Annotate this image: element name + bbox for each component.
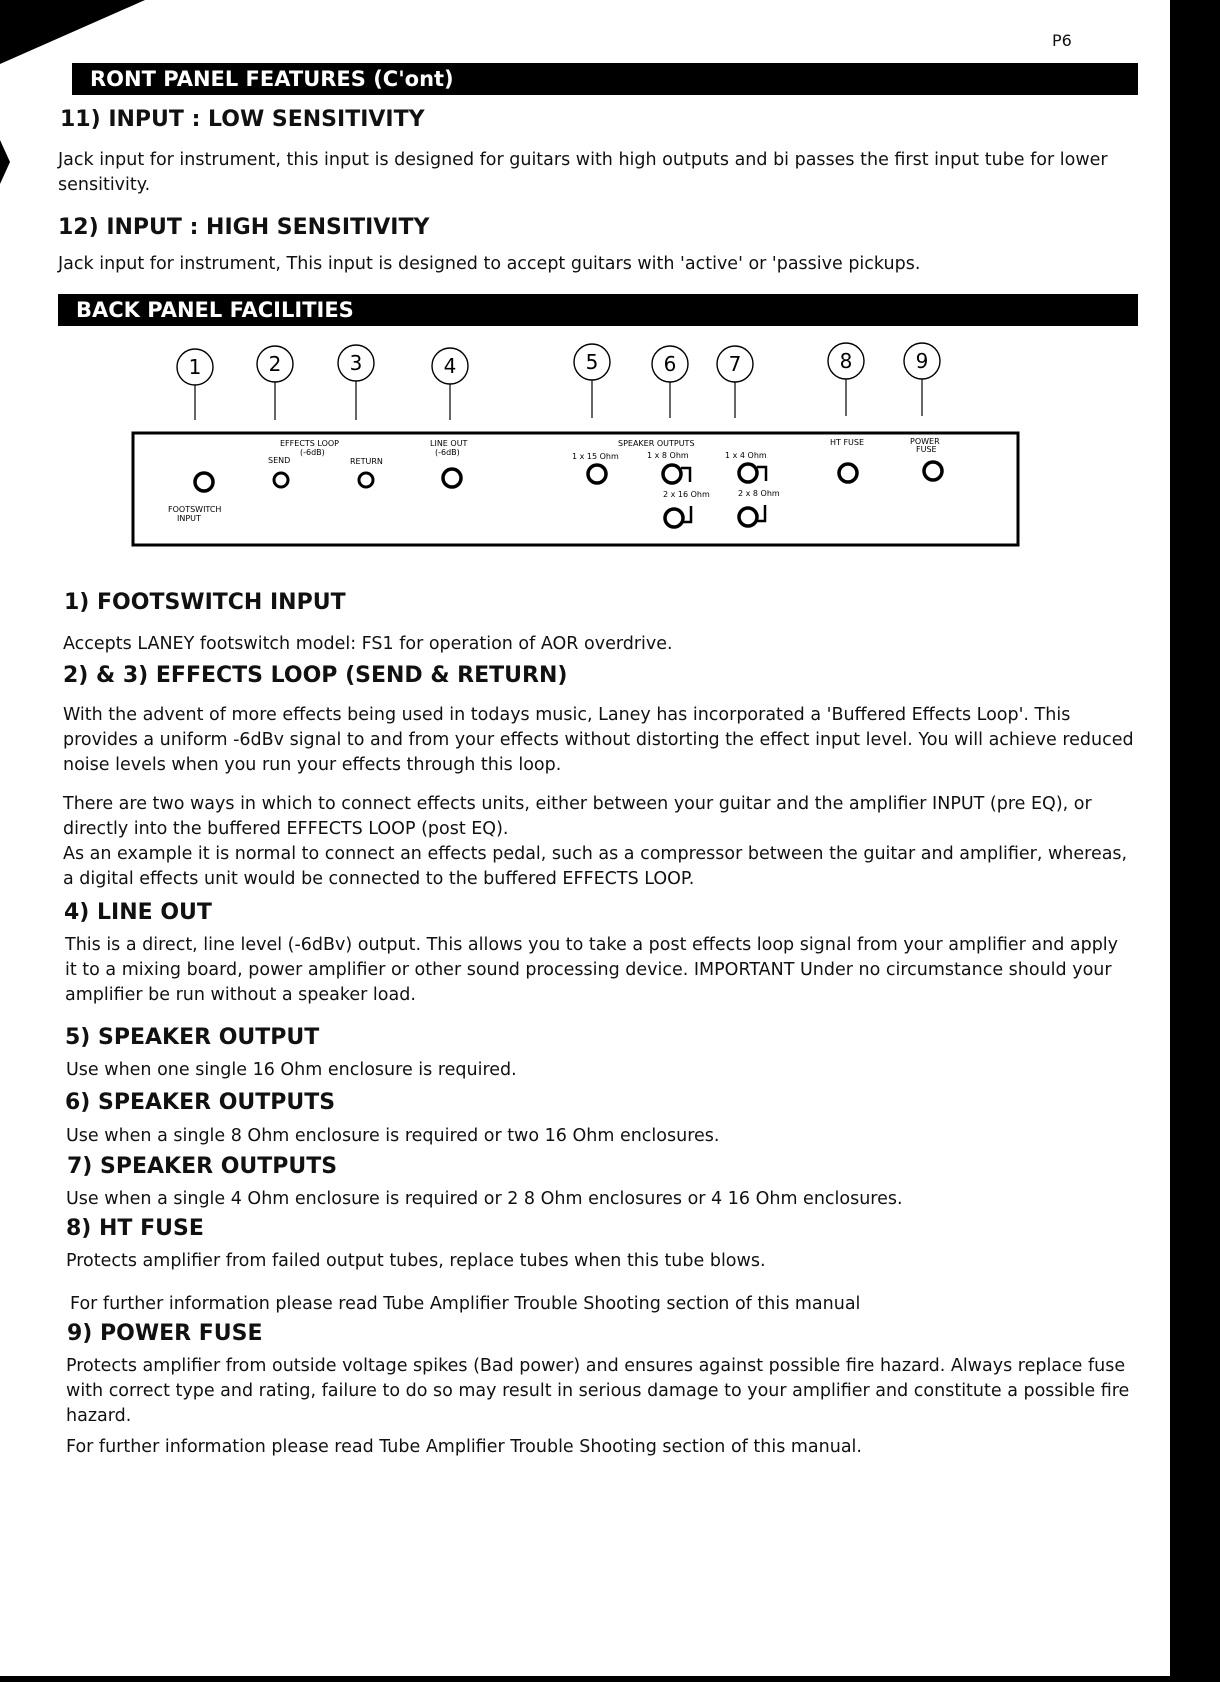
section-8-text: Protects amplifier from failed output tubes, replace tubes when this tube blows. bbox=[66, 1251, 766, 1271]
scan-corner-top-left bbox=[0, 0, 145, 64]
callout-4 bbox=[432, 348, 468, 420]
section-9-text: Protects amplifier from outside voltage spikes (Bad power) and ensures against possible fire hazard. Always replace fuse with correct type and rating, failure to do so may result in serious damage to your amplifier and constitute a possible fire hazard. bbox=[66, 1356, 1130, 1426]
speaker-1x8-jack bbox=[663, 465, 690, 483]
page-number: P6 bbox=[1052, 31, 1072, 50]
footswitch-label: FOOTSWITCH bbox=[168, 505, 222, 514]
section-11-title: 11) INPUT : LOW SENSITIVITY bbox=[60, 107, 425, 132]
callout-2 bbox=[257, 346, 293, 420]
section-7-title: 7) SPEAKER OUTPUTS bbox=[67, 1154, 338, 1179]
section-9-title: 9) POWER FUSE bbox=[67, 1321, 263, 1346]
power-label: POWER bbox=[910, 437, 940, 446]
callout-9-label: 9 bbox=[915, 349, 929, 373]
section-1-title: 1) FOOTSWITCH INPUT bbox=[64, 590, 346, 615]
callout-4-label: 4 bbox=[443, 354, 457, 378]
ht-fuse-holder bbox=[839, 464, 857, 482]
callout-9 bbox=[904, 343, 940, 416]
scan-edge-bottom bbox=[0, 1676, 1220, 1682]
ht-fuse-label: HT FUSE bbox=[830, 438, 865, 447]
effects-loop-db-label: (-6dB) bbox=[300, 448, 325, 457]
callout-5-label: 5 bbox=[585, 350, 599, 374]
return-label: RETURN bbox=[350, 457, 383, 466]
return-jack bbox=[359, 473, 373, 487]
ohm-1x8-label: 1 x 8 Ohm bbox=[647, 451, 689, 460]
callout-7-label: 7 bbox=[728, 352, 742, 376]
speaker-1x15-jack bbox=[588, 465, 606, 483]
front-panel-header-bar bbox=[72, 63, 1138, 95]
section-8-title: 8) HT FUSE bbox=[66, 1216, 204, 1241]
speaker-outputs-label: SPEAKER OUTPUTS bbox=[618, 439, 695, 448]
section-12-title: 12) INPUT : HIGH SENSITIVITY bbox=[58, 215, 430, 240]
ohm-1x15-label: 1 x 15 Ohm bbox=[572, 452, 619, 461]
callout-8-label: 8 bbox=[839, 349, 853, 373]
ohm-1x4-label: 1 x 4 Ohm bbox=[725, 451, 767, 460]
section-7-text: Use when a single 4 Ohm enclosure is required or 2 8 Ohm enclosures or 4 16 Ohm enclosures. bbox=[66, 1189, 903, 1209]
callout-6 bbox=[652, 346, 688, 418]
section-9-note: For further information please read Tube Amplifier Trouble Shooting section of this manual. bbox=[66, 1437, 862, 1457]
callout-1 bbox=[177, 349, 213, 420]
callout-1-label: 1 bbox=[188, 355, 202, 379]
section-6-title: 6) SPEAKER OUTPUTS bbox=[65, 1090, 336, 1115]
back-panel-header-bar bbox=[58, 294, 1138, 326]
scan-edge-right bbox=[1170, 0, 1220, 1682]
power-fuse-holder bbox=[924, 462, 942, 480]
section-2-3-paragraph-2: There are two ways in which to connect effects units, either between your guitar and the amplifier INPUT (pre EQ), or directly into the buffered EFFECTS LOOP (post EQ). bbox=[63, 794, 1092, 839]
footswitch-input-label: INPUT bbox=[177, 514, 201, 523]
section-11-text: Jack input for instrument, this input is designed for guitars with high outputs and bi passes the first input tube for lower sensitivity. bbox=[58, 150, 1108, 195]
section-8-note: For further information please read Tube Amplifier Trouble Shooting section of this manual bbox=[70, 1294, 861, 1314]
ohm-2x16-label: 2 x 16 Ohm bbox=[663, 490, 710, 499]
scan-edge-mark bbox=[0, 140, 10, 184]
callout-5 bbox=[574, 344, 610, 418]
callout-3-label: 3 bbox=[349, 351, 363, 375]
callout-6-label: 6 bbox=[663, 352, 677, 376]
section-2-3-paragraph-3: As an example it is normal to connect an effects pedal, such as a compressor between the guitar and amplifier, whereas, a digital effects unit would be connected to the buffered EFFECTS LOOP. bbox=[63, 844, 1128, 889]
line-out-label: LINE OUT bbox=[430, 439, 468, 448]
send-label: SEND bbox=[268, 456, 291, 465]
section-4-title: 4) LINE OUT bbox=[64, 900, 212, 925]
callout-7 bbox=[717, 346, 753, 418]
section-12-text: Jack input for instrument, This input is designed to accept guitars with 'active' or 'passive pickups. bbox=[58, 254, 921, 274]
section-1-text: Accepts LANEY footswitch model: FS1 for operation of AOR overdrive. bbox=[63, 634, 673, 654]
send-jack bbox=[274, 473, 288, 487]
speaker-2x8-jack bbox=[739, 505, 765, 526]
front-panel-header: RONT PANEL FEATURES (C'ont) bbox=[90, 67, 454, 91]
speaker-2x16-jack bbox=[665, 506, 691, 527]
back-panel-diagram bbox=[130, 340, 1030, 550]
fuse-label: FUSE bbox=[916, 445, 937, 454]
section-5-title: 5) SPEAKER OUTPUT bbox=[65, 1025, 320, 1050]
callout-8 bbox=[828, 343, 864, 416]
back-panel-frame bbox=[133, 433, 1018, 545]
speaker-1x4-jack bbox=[739, 464, 766, 482]
ohm-2x8-label: 2 x 8 Ohm bbox=[738, 489, 780, 498]
footswitch-jack bbox=[195, 473, 213, 491]
effects-loop-label: EFFECTS LOOP bbox=[280, 439, 339, 448]
line-out-db-label: (-6dB) bbox=[435, 448, 460, 457]
back-panel-header: BACK PANEL FACILITIES bbox=[76, 298, 354, 322]
section-4-text: This is a direct, line level (-6dBv) output. This allows you to take a post effects loop signal from your amplifier and apply it to a mixing board, power amplifier or other sound processing device. IMPORTANT Under no circumstance should your amplifier be run without a speaker load. bbox=[65, 935, 1119, 1005]
line-out-jack bbox=[443, 469, 461, 487]
callout-3 bbox=[338, 345, 374, 420]
section-2-3-title: 2) & 3) EFFECTS LOOP (SEND & RETURN) bbox=[63, 663, 568, 688]
section-2-3-paragraph-1: With the advent of more effects being used in todays music, Laney has incorporated a 'Buffered Effects Loop'. This provides a uniform -6dBv signal to and from your effects without distorting the effect input level. You will achieve reduced noise levels when you run your effects through this loop. bbox=[63, 705, 1134, 775]
section-6-text: Use when a single 8 Ohm enclosure is required or two 16 Ohm enclosures. bbox=[66, 1126, 720, 1146]
callout-2-label: 2 bbox=[268, 352, 282, 376]
section-5-text: Use when one single 16 Ohm enclosure is required. bbox=[66, 1060, 517, 1080]
